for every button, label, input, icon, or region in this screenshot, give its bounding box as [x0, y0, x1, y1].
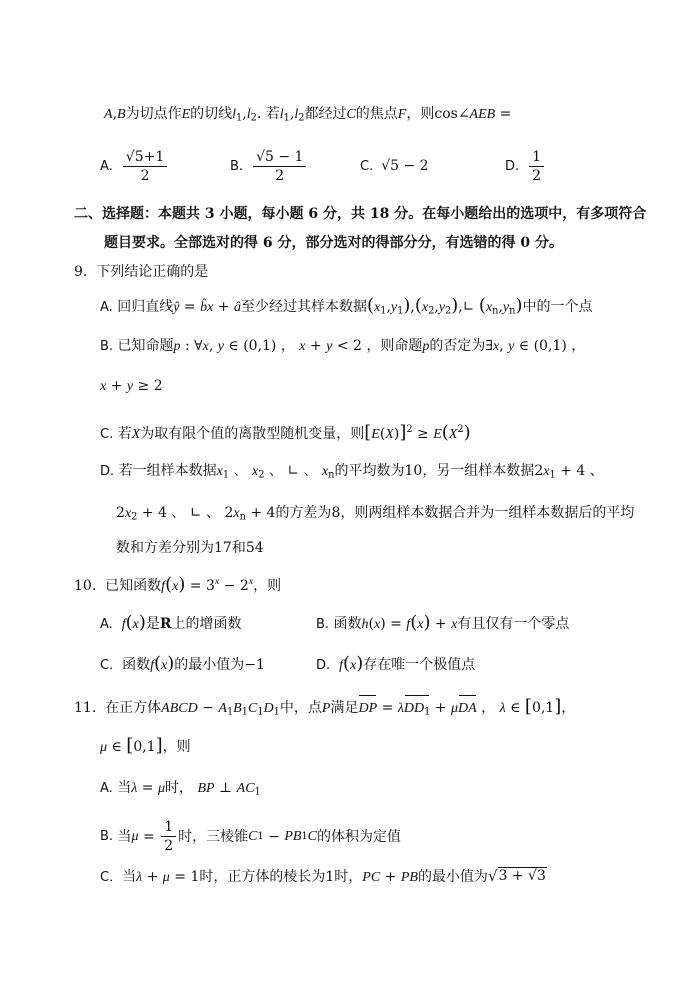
q10-stem: 10. 已知函数$f(x) = 3^x - 2^x$，则: [74, 573, 282, 595]
q11-stem-cont: μ ∈ [0,1]，则: [100, 735, 191, 756]
section-2-heading-cont: 题目要求。全部选对的得 6 分，部分选对的得部分分，有选错的得 0 分。: [104, 235, 563, 251]
q9-option-b-cont: x + y ≥ 2: [100, 378, 163, 394]
question-8-stem-continuation: A,B为切点作E的切线$l_1,l_2$. 若$l_1,l_2$都经过C的焦点F，则cos∠AEB =: [104, 106, 512, 124]
q9-option-d-cont2: 数和方差分别为17和54: [116, 540, 264, 556]
q9-stem: 9. 下列结论正确的是: [74, 264, 209, 280]
section-2-heading: 二、选择题：本题共 3 小题，每小题 6 分，共 18 分。在每小题给出的选项中，有多项符合: [74, 206, 647, 222]
q9-option-c[interactable]: C. 若X为取有限个值的离散型随机变量，则$[E(X)]^2 \ge E(X^2)$: [100, 421, 471, 443]
q10-option-a[interactable]: A. f(x)是R上的增函数: [100, 612, 242, 633]
q10-option-c[interactable]: C．函数f(x)的最小值为−1: [100, 653, 265, 674]
q8-option-d[interactable]: D. $\frac{1}{2}$: [505, 148, 546, 185]
q10-option-d[interactable]: D. f(x)存在唯一个极值点: [316, 653, 476, 674]
q9-option-d-cont1: $2x_2 + 4$ 、 ∟ 、 $2x_n + 4$的方差为8，则两组样本数据合并为一组样本数据后的平均: [116, 505, 635, 523]
q11-option-a[interactable]: A. 当λ = μ时， BP ⊥ $AC_1$: [100, 780, 261, 798]
q10-option-b[interactable]: B. 函数h(x) = f(x) + x有且仅有一个零点: [316, 612, 570, 633]
q8-option-c[interactable]: C. √5 − 2: [360, 158, 429, 174]
q8-option-a[interactable]: A. $\frac{√5+1}{2}$: [100, 148, 169, 185]
q8-option-b[interactable]: B. $\frac{√5 - 1}{2}$: [230, 148, 308, 185]
q11-option-b[interactable]: B. 当 μ = $\frac{1}{2}$ 时，三棱锥 C 1 − PB 1 C 的体积为定值: [100, 819, 402, 854]
q9-option-a[interactable]: A. 回归直线ŷ = b̂x + â至少经过其样本数据$(x_1,y_1),(x_2,y_2),∟$ $(x_n,y_n)$中的一个点: [100, 295, 593, 317]
q11-stem: 11. 在正方体ABCD − $A_1B_1C_1D_1$中，点P满足DP = λDD$_1$ + μDA ， λ ∈ [0,1]，: [74, 697, 575, 722]
q9-option-d[interactable]: D. 若一组样本数据$x_1$ 、 $x_2$ 、 ∟ 、 $x_n$的平均数为10，另一组样本数据$2x_1 + 4$ 、: [100, 463, 604, 481]
q9-option-b[interactable]: B. 已知命题p : ∀x, y ∈ (0,1) ， x + y < 2 ，则命题p的否定为∃x, y ∈ (0,1) ，: [100, 338, 586, 354]
q11-option-c[interactable]: C．当λ + μ = 1时，正方体的棱长为1时，PC + PB的最小值为 √ 3 + √3: [100, 867, 546, 885]
